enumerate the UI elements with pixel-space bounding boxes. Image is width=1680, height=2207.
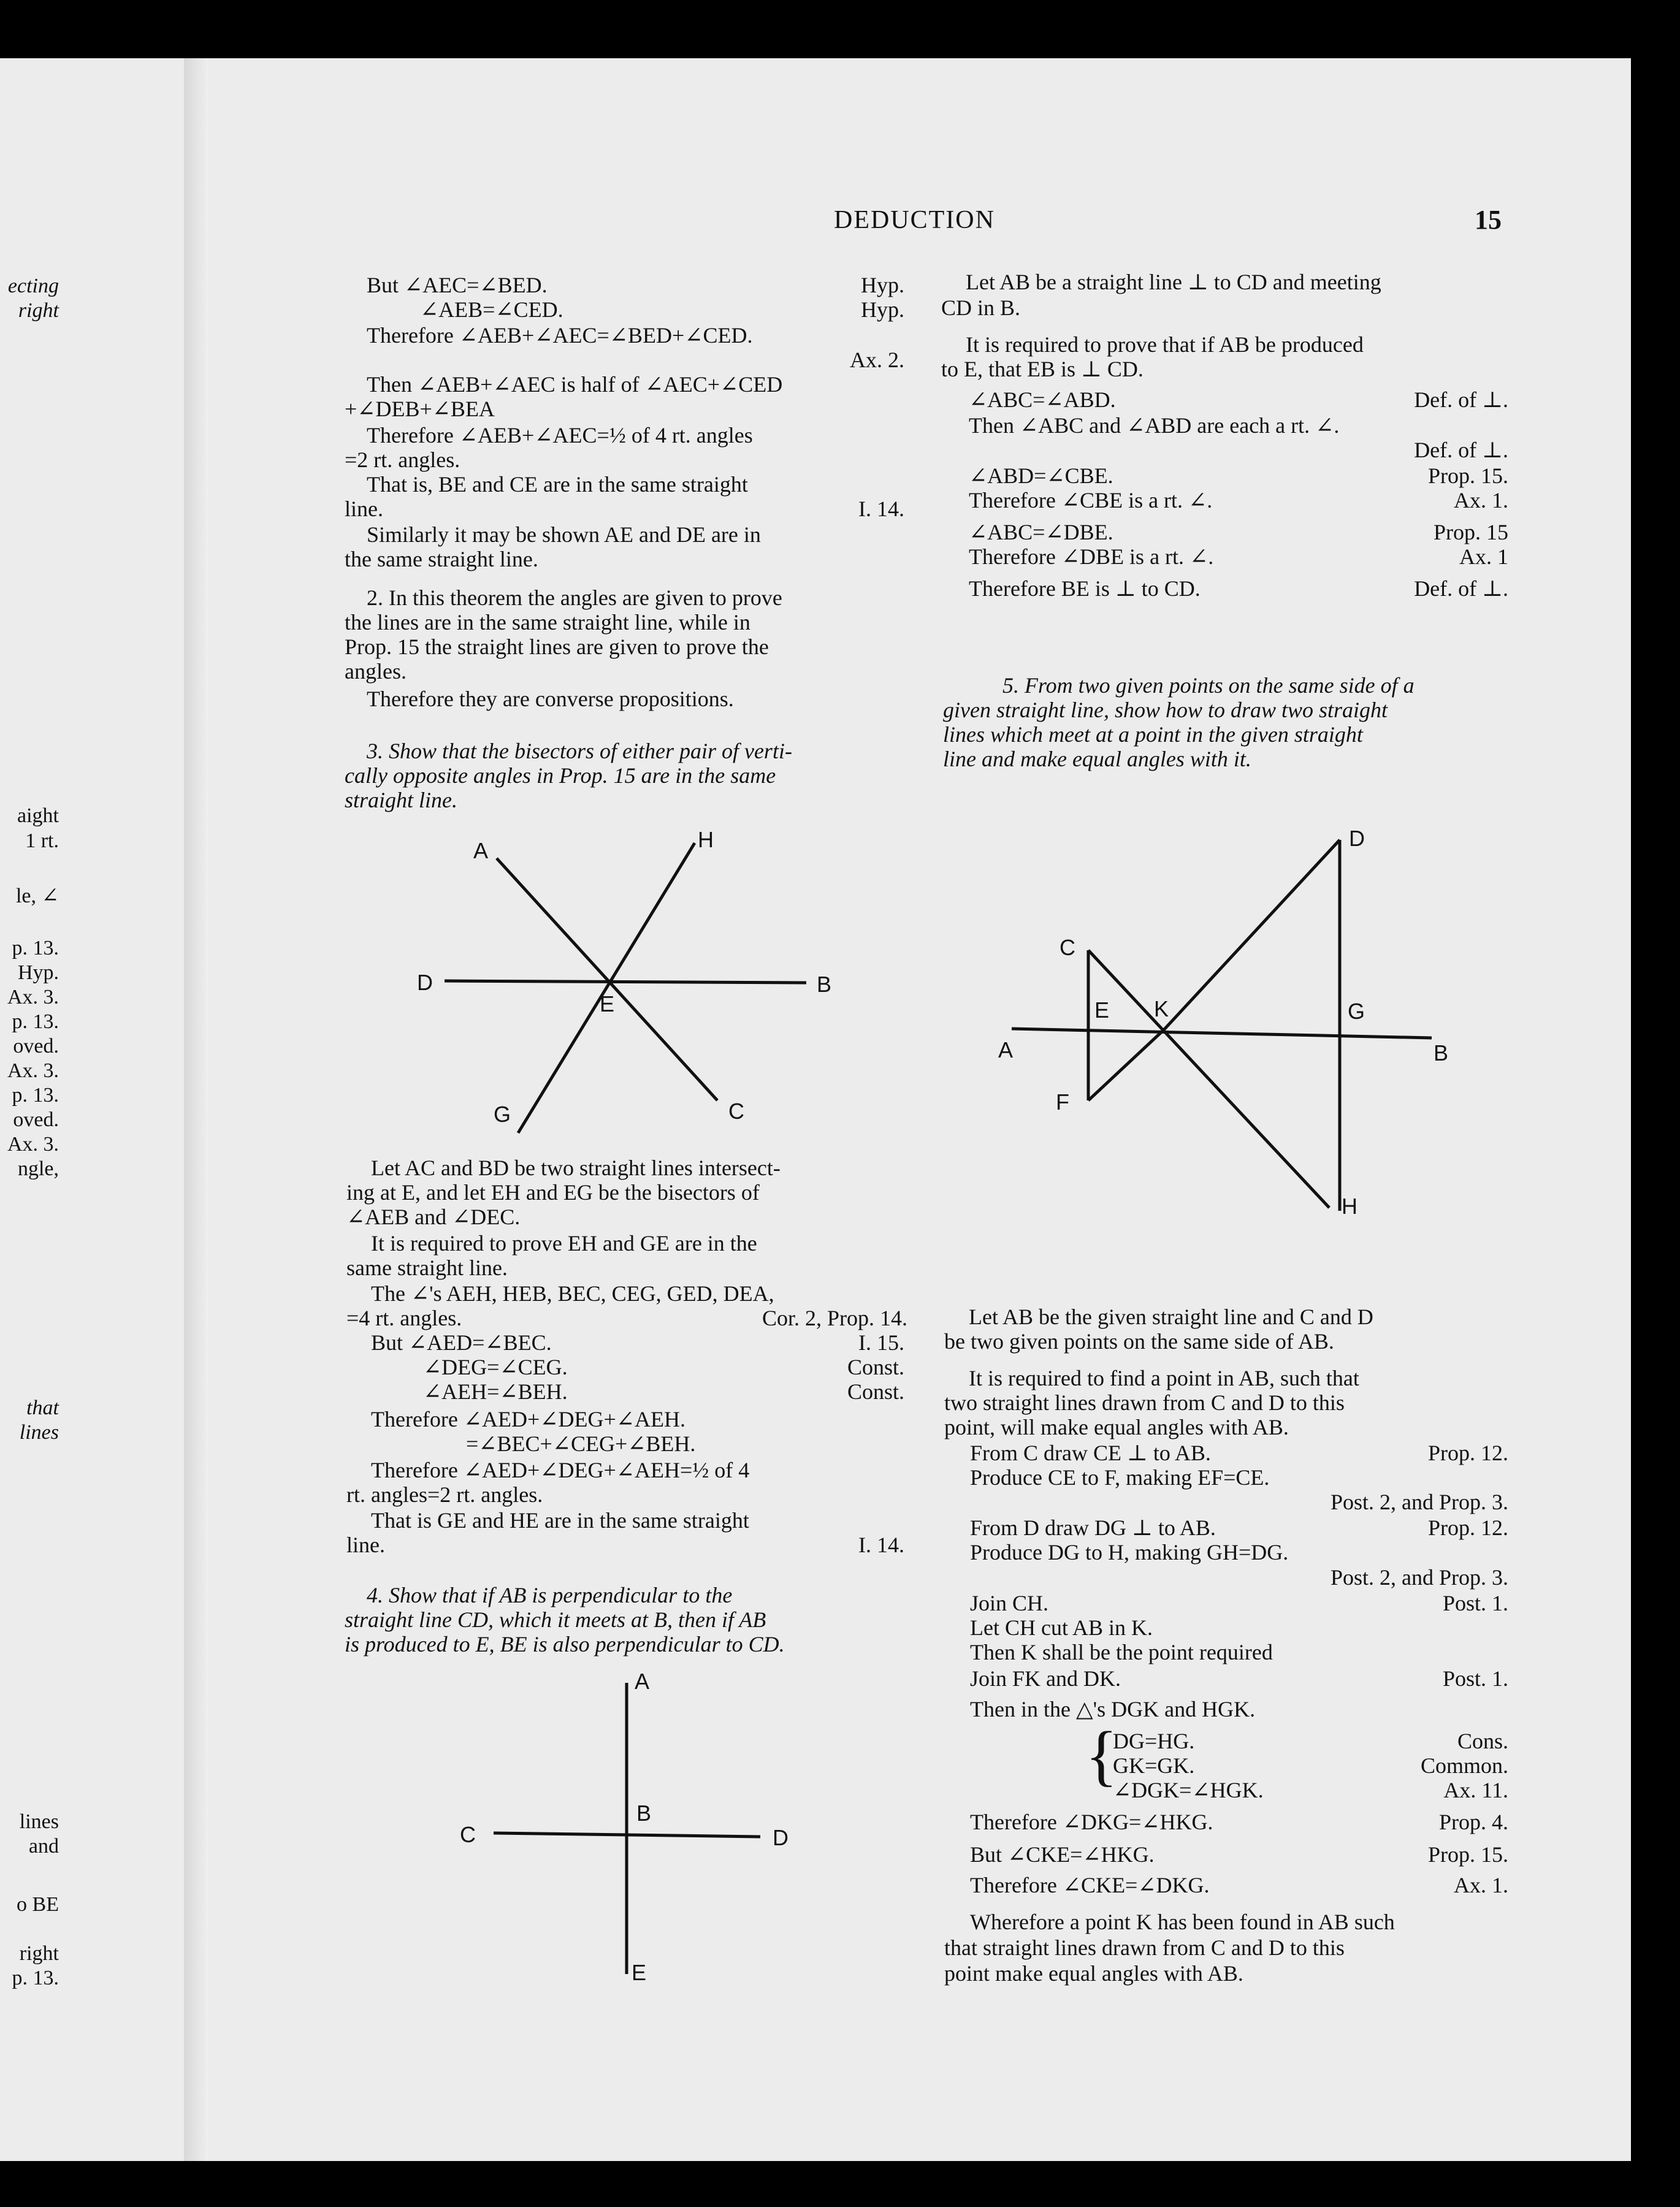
line-fk	[1088, 1030, 1164, 1100]
line-ch	[1088, 950, 1329, 1208]
facing-text: p. 13.	[12, 1010, 59, 1033]
text-line: The ∠'s AEH, HEB, BEC, CEG, GED, DEA,	[371, 1281, 774, 1306]
reference: Const.	[847, 1379, 904, 1404]
text-line: It is required to prove that if AB be produced	[966, 332, 1364, 357]
reference: Def. of ⊥.	[1414, 438, 1508, 462]
label-g: G	[494, 1102, 511, 1127]
reference: I. 15.	[858, 1330, 904, 1355]
facing-text: Ax. 3.	[7, 1059, 59, 1082]
reference: Ax. 1.	[1454, 1873, 1508, 1897]
label-e: E	[1094, 997, 1110, 1023]
text-line: be two given points on the same side of AB.	[944, 1329, 1334, 1354]
reference: Cons.	[1457, 1729, 1508, 1753]
label-k: K	[1154, 996, 1169, 1021]
label-c: C	[1060, 935, 1075, 960]
label-b: B	[1434, 1040, 1449, 1065]
text-line: Therefore BE is ⊥ to CD.	[969, 576, 1201, 601]
facing-text: p. 13.	[12, 937, 59, 959]
text-line: It is required to prove EH and GE are in the	[371, 1231, 757, 1256]
label-a: A	[473, 838, 489, 863]
facing-text: and	[28, 1835, 59, 1858]
label-e: E	[600, 991, 615, 1016]
reference: Prop. 15.	[1427, 1842, 1508, 1867]
figure-perpendicular	[454, 1668, 822, 1986]
label-h: H	[698, 827, 714, 852]
text-line: Then in the △'s DGK and HGK.	[970, 1697, 1256, 1721]
exercise-heading: 5. From two given points on the same side of a	[1002, 673, 1415, 698]
text-line: But ∠CKE=∠HKG.	[970, 1842, 1155, 1867]
text-line: =4 rt. angles.	[346, 1306, 462, 1330]
label-a: A	[998, 1037, 1014, 1062]
reference: I. 14.	[858, 1533, 904, 1557]
reference: Const.	[847, 1355, 904, 1379]
text-line: ing at E, and let EH and EG be the bisectors of	[346, 1180, 760, 1205]
facing-text: Ax. 3.	[7, 1133, 59, 1156]
text-line: =2 rt. angles.	[345, 448, 460, 472]
facing-text: Ax. 3.	[7, 986, 59, 1008]
text-line: ∠DEG=∠CEG.	[423, 1355, 568, 1379]
exercise-heading: straight line CD, which it meets at B, then if AB	[345, 1607, 766, 1632]
reference: Prop. 12.	[1427, 1515, 1508, 1540]
text-line: Therefore ∠AED+∠DEG+∠AEH=½ of 4	[371, 1458, 750, 1482]
text-line: Therefore ∠AED+∠DEG+∠AEH.	[371, 1407, 685, 1431]
facing-text: lines	[19, 1421, 59, 1444]
line-cd	[494, 1833, 760, 1837]
text-line: +∠DEB+∠BEA	[345, 397, 495, 421]
text-line: angles.	[345, 659, 407, 684]
reference: Def. of ⊥.	[1414, 387, 1508, 412]
label-g: G	[1348, 999, 1365, 1024]
facing-text: 1 rt.	[25, 829, 59, 852]
reference: Ax. 1.	[1454, 488, 1508, 513]
facing-text: p. 13.	[12, 1084, 59, 1107]
facing-text: lines	[19, 1810, 59, 1833]
exercise-heading: cally opposite angles in Prop. 15 are in the same	[345, 763, 776, 788]
text-line: Therefore ∠AEB+∠AEC=½ of 4 rt. angles	[367, 423, 753, 448]
text-line: Then ∠ABC and ∠ABD are each a rt. ∠.	[969, 413, 1340, 438]
text-line: the same straight line.	[345, 547, 538, 571]
reference: Def. of ⊥.	[1414, 576, 1508, 601]
page-number: 15	[1475, 205, 1502, 235]
text-line: the lines are in the same straight line, while in	[345, 610, 750, 635]
line-hg	[518, 843, 695, 1133]
text-line: Then K shall be the point required	[970, 1640, 1273, 1664]
exercise-heading: 4. Show that if AB is perpendicular to the	[367, 1583, 733, 1607]
text-line: Produce CE to F, making EF=CE.	[970, 1465, 1270, 1490]
text-line: line.	[346, 1533, 385, 1557]
label-d: D	[1349, 826, 1365, 851]
facing-text: ecting	[7, 275, 59, 297]
text-line: point, will make equal angles with AB.	[944, 1415, 1289, 1439]
facing-text: p. 13.	[12, 1967, 59, 1989]
label-a: A	[635, 1669, 650, 1694]
reference: I. 14.	[858, 497, 904, 521]
reference: Common.	[1420, 1753, 1508, 1778]
label-f: F	[1056, 1089, 1069, 1115]
facing-text: oved.	[13, 1108, 59, 1131]
reference: Hyp.	[861, 297, 904, 322]
text-line: 2. In this theorem the angles are given to prove	[367, 585, 782, 610]
text-line: Therefore ∠AEB+∠AEC=∠BED+∠CED.	[367, 323, 753, 348]
text-line: Therefore they are converse propositions.	[367, 687, 734, 711]
text-line: Therefore ∠CBE is a rt. ∠.	[969, 488, 1213, 513]
reference: Ax. 11.	[1443, 1778, 1508, 1802]
reference: Prop. 4.	[1438, 1810, 1508, 1834]
text-line: ∠AEH=∠BEH.	[423, 1379, 568, 1404]
text-line: But ∠AEC=∠BED.	[367, 273, 548, 297]
running-header: DEDUCTION	[834, 206, 995, 234]
reference: Post. 2, and Prop. 3.	[1330, 1565, 1508, 1590]
text-line: Therefore ∠CKE=∠DKG.	[970, 1873, 1210, 1897]
text-line: Therefore ∠DBE is a rt. ∠.	[969, 544, 1214, 569]
brace-symbol: {	[1085, 1718, 1118, 1793]
facing-text: right	[18, 299, 59, 322]
text-line: to E, that EB is ⊥ CD.	[941, 357, 1144, 381]
label-d: D	[773, 1825, 788, 1850]
exercise-heading: 3. Show that the bisectors of either pair of verti-	[367, 739, 792, 763]
reference: Cor. 2, Prop. 14.	[762, 1306, 907, 1330]
reference: Post. 1.	[1442, 1666, 1508, 1691]
text-line: Produce DG to H, making GH=DG.	[970, 1540, 1289, 1565]
reference: Prop. 15	[1433, 520, 1508, 544]
text-line: that straight lines drawn from C and D to this	[944, 1935, 1345, 1960]
exercise-heading: lines which meet at a point in the given straight	[943, 722, 1363, 747]
text-line: From D draw DG ⊥ to AB.	[970, 1515, 1216, 1540]
text-line: Similarly it may be shown AE and DE are in	[367, 522, 761, 547]
label-b: B	[636, 1801, 652, 1826]
text-line: two straight lines drawn from C and D to this	[944, 1390, 1345, 1415]
text-line: rt. angles=2 rt. angles.	[346, 1482, 543, 1507]
facing-text: ngle,	[17, 1157, 59, 1180]
exercise-heading: straight line.	[345, 788, 458, 812]
line-db	[445, 981, 806, 983]
reference: Prop. 12.	[1427, 1441, 1508, 1465]
text-line: That is, BE and CE are in the same straight	[367, 472, 748, 497]
text-line: ∠AEB and ∠DEC.	[346, 1205, 521, 1229]
reference: Hyp.	[861, 273, 904, 297]
facing-text: le, ∠	[15, 885, 59, 907]
figure-equal-angles	[981, 821, 1484, 1238]
facing-text: o BE	[17, 1893, 59, 1916]
text-line: GK=GK.	[1113, 1753, 1195, 1778]
text-line: Let AC and BD be two straight lines intersect-	[371, 1156, 781, 1180]
facing-text: oved.	[13, 1035, 59, 1058]
facing-text: aight	[17, 804, 59, 827]
facing-text: that	[26, 1397, 59, 1419]
reference: Prop. 15.	[1427, 463, 1508, 488]
line-ab	[1012, 1029, 1432, 1038]
page-gutter	[184, 58, 208, 2161]
text-line: Let AB be a straight line ⊥ to CD and meeting	[966, 270, 1381, 294]
label-d: D	[417, 970, 433, 995]
text-line: Let CH cut AB in K.	[970, 1615, 1153, 1640]
text-line: Then ∠AEB+∠AEC is half of ∠AEC+∠CED	[367, 372, 783, 397]
text-line: =∠BEC+∠CEG+∠BEH.	[466, 1431, 696, 1456]
text-line: ∠DGK=∠HGK.	[1113, 1778, 1264, 1802]
text-line: Let AB be the given straight line and C and D	[969, 1305, 1373, 1329]
text-line: DG=HG.	[1113, 1729, 1195, 1753]
label-e: E	[632, 1960, 647, 1985]
text-line: ∠ABD=∠CBE.	[969, 463, 1113, 488]
text-line: From C draw CE ⊥ to AB.	[970, 1441, 1211, 1465]
reference: Post. 2, and Prop. 3.	[1330, 1490, 1508, 1514]
label-c: C	[460, 1822, 476, 1847]
facing-text: right	[19, 1942, 59, 1965]
figure-bisectors	[405, 828, 834, 1146]
text-line: point make equal angles with AB.	[944, 1961, 1243, 1986]
text-line: It is required to find a point in AB, such that	[969, 1366, 1359, 1390]
text-line: CD in B.	[941, 295, 1021, 320]
text-line: ∠AEB=∠CED.	[420, 297, 563, 322]
text-line: Wherefore a point K has been found in AB such	[970, 1910, 1395, 1934]
exercise-heading: is produced to E, BE is also perpendicular to CD.	[345, 1632, 785, 1656]
text-line: same straight line.	[346, 1256, 508, 1280]
line-ac	[497, 858, 717, 1100]
reference: Ax. 2.	[850, 348, 904, 372]
text-line: Prop. 15 the straight lines are given to prove the	[345, 635, 769, 659]
text-line: Therefore ∠DKG=∠HKG.	[970, 1810, 1213, 1834]
text-line: ∠ABC=∠DBE.	[969, 520, 1113, 544]
line-kd	[1164, 840, 1340, 1030]
label-h: H	[1342, 1194, 1357, 1219]
label-b: B	[817, 972, 832, 997]
text-line: Join CH.	[970, 1591, 1049, 1615]
text-line: ∠ABC=∠ABD.	[969, 387, 1116, 412]
label-c: C	[728, 1099, 744, 1124]
facing-text: Hyp.	[17, 961, 59, 984]
text-line: But ∠AED=∠BEC.	[371, 1330, 552, 1355]
exercise-heading: given straight line, show how to draw two straight	[943, 698, 1388, 722]
text-line: line.	[345, 497, 383, 521]
reference: Post. 1.	[1442, 1591, 1508, 1615]
text-line: That is GE and HE are in the same straight	[371, 1508, 749, 1533]
exercise-heading: line and make equal angles with it.	[943, 747, 1251, 771]
text-line: Join FK and DK.	[970, 1666, 1121, 1691]
reference: Ax. 1	[1459, 544, 1508, 569]
